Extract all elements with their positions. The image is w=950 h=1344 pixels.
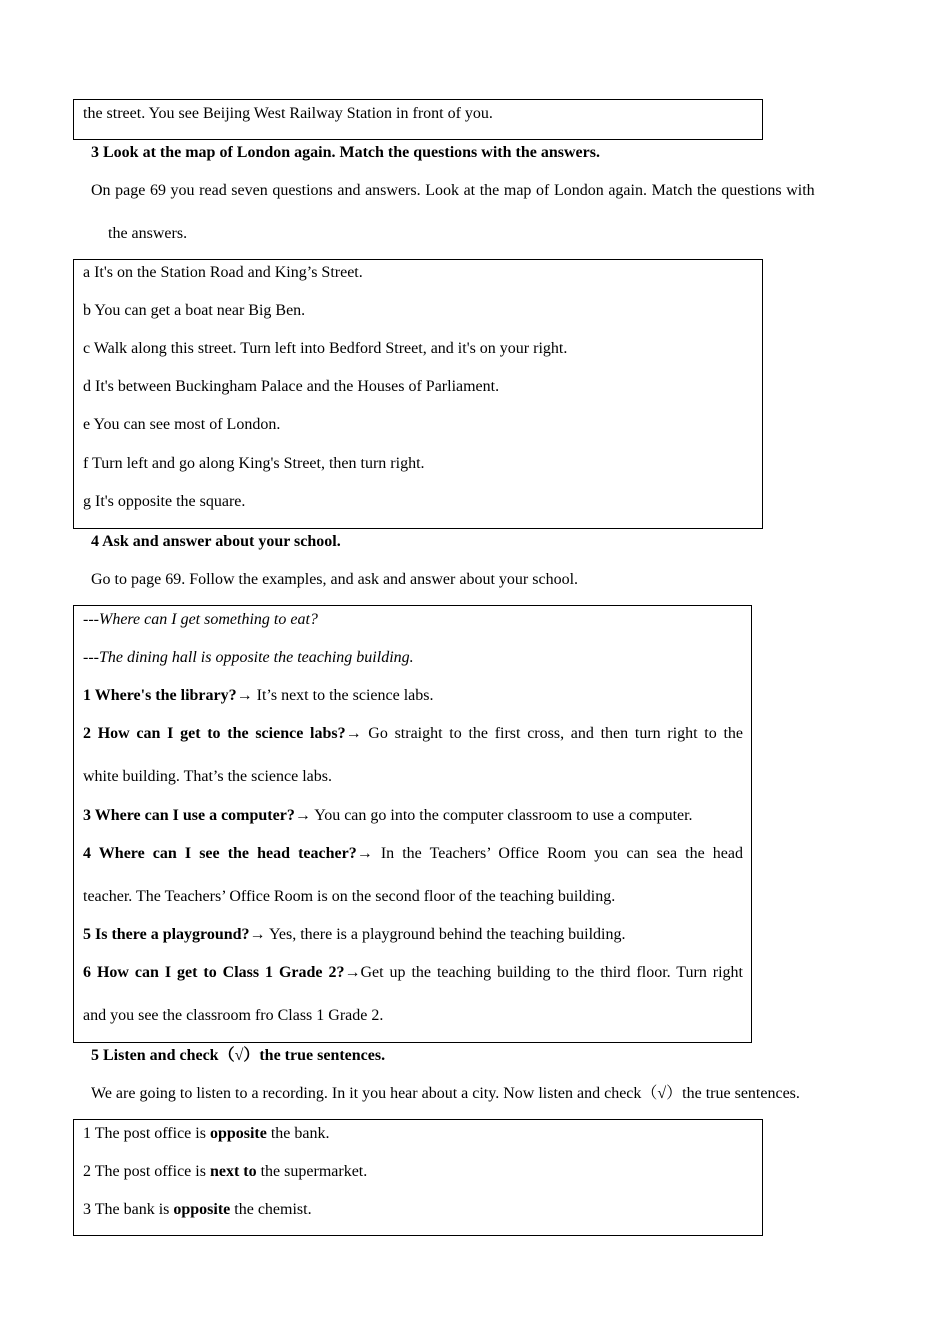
section5-instruction: We are going to listen to a recording. In it you hear about a city. Now listen and check（√）the true sentences. <box>91 1085 800 1102</box>
qa-6-answer: Get up the teaching building to the third floor. Turn right <box>360 964 744 981</box>
qa-5 <box>83 925 625 945</box>
qa-3-answer: You can go into the computer classroom to use a computer. <box>310 807 693 824</box>
answer-b: b You can get a boat near Big Ben. <box>83 302 306 319</box>
qa-6 <box>83 963 743 983</box>
answers-box <box>73 259 763 529</box>
sentence-2-bold: next to <box>209 1163 257 1180</box>
qa-5-answer: Yes, there is a playground behind the teaching building. <box>265 926 626 943</box>
sentence-3-pre: 3 The bank is <box>83 1201 174 1218</box>
qa-1 <box>83 686 433 706</box>
qa-2-answer: Go straight to the first cross, and then turn right to the <box>361 725 744 742</box>
sentence-1-bold: opposite <box>209 1125 267 1142</box>
sentence-2-pre: 2 The post office is <box>83 1163 210 1180</box>
qa-1-question: 1 Where's the library? <box>83 687 237 704</box>
top-box-line: the street. You see Beijing West Railway Station in front of you. <box>83 105 493 122</box>
qa-4-answer: In the Teachers’ Office Room you can sea the head <box>372 845 743 862</box>
section4-instruction: Go to page 69. Follow the examples, and ask and answer about your school. <box>91 571 579 588</box>
section3-heading: 3 Look at the map of London again. Match the questions with the answers. <box>91 144 600 161</box>
example-question-prefix: --- <box>83 611 99 628</box>
arrow-icon: → <box>249 926 266 943</box>
qa-2-continuation: white building. That’s the science labs. <box>83 768 332 785</box>
sentences-box <box>73 1119 763 1236</box>
sentence-1-pre: 1 The post office is <box>83 1125 210 1142</box>
example-question <box>83 610 318 630</box>
qa-4-question: 4 Where can I see the head teacher? <box>83 845 357 862</box>
qa-6-continuation: and you see the classroom fro Class 1 Grade 2. <box>83 1007 384 1024</box>
answer-c: c Walk along this street. Turn left into Bedford Street, and it's on your right. <box>83 340 568 357</box>
qa-1-answer: It’s next to the science labs. <box>252 687 434 704</box>
answer-e: e You can see most of London. <box>83 416 281 433</box>
arrow-icon: → <box>344 964 361 981</box>
example-question-text: Where can I get something to eat? <box>98 611 318 628</box>
example-answer <box>83 648 414 668</box>
answer-g: g It's opposite the square. <box>83 493 246 510</box>
answer-d: d It's between Buckingham Palace and the Houses of Parliament. <box>83 378 500 395</box>
sentence-3-post: the chemist. <box>230 1201 312 1218</box>
top-text-box <box>73 99 763 140</box>
qa-2-question: 2 How can I get to the science labs? <box>83 725 346 742</box>
sentence-2-post: the supermarket. <box>256 1163 368 1180</box>
sentence-1-post: the bank. <box>266 1125 330 1142</box>
example-answer-prefix: --- <box>83 649 99 666</box>
section5-heading: 5 Listen and check（√）the true sentences. <box>91 1047 386 1064</box>
qa-2 <box>83 724 743 744</box>
sentence-2 <box>83 1162 367 1182</box>
sentence-1 <box>83 1124 330 1144</box>
answer-a: a It's on the Station Road and King’s Street. <box>83 264 363 281</box>
section3-instruction-line2: the answers. <box>108 225 188 242</box>
school-qa-box <box>73 605 752 1043</box>
example-answer-text: The dining hall is opposite the teaching building. <box>98 649 414 666</box>
section3-instruction-line1: On page 69 you read seven questions and answers. Look at the map of London again. Match the questions with <box>91 182 815 199</box>
qa-4 <box>83 844 743 864</box>
qa-5-question: 5 Is there a playground? <box>83 926 250 943</box>
arrow-icon: → <box>356 845 373 862</box>
sentence-3-bold: opposite <box>173 1201 231 1218</box>
qa-4-continuation: teacher. The Teachers’ Office Room is on the second floor of the teaching building. <box>83 888 616 905</box>
arrow-icon: → <box>236 687 253 704</box>
qa-3-question: 3 Where can I use a computer? <box>83 807 295 824</box>
section4-heading: 4 Ask and answer about your school. <box>91 533 341 550</box>
arrow-icon: → <box>294 807 311 824</box>
sentence-3 <box>83 1200 312 1220</box>
qa-6-question: 6 How can I get to Class 1 Grade 2? <box>83 964 345 981</box>
arrow-icon: → <box>345 725 362 742</box>
qa-3 <box>83 806 693 826</box>
answer-f: f Turn left and go along King's Street, then turn right. <box>83 455 425 472</box>
